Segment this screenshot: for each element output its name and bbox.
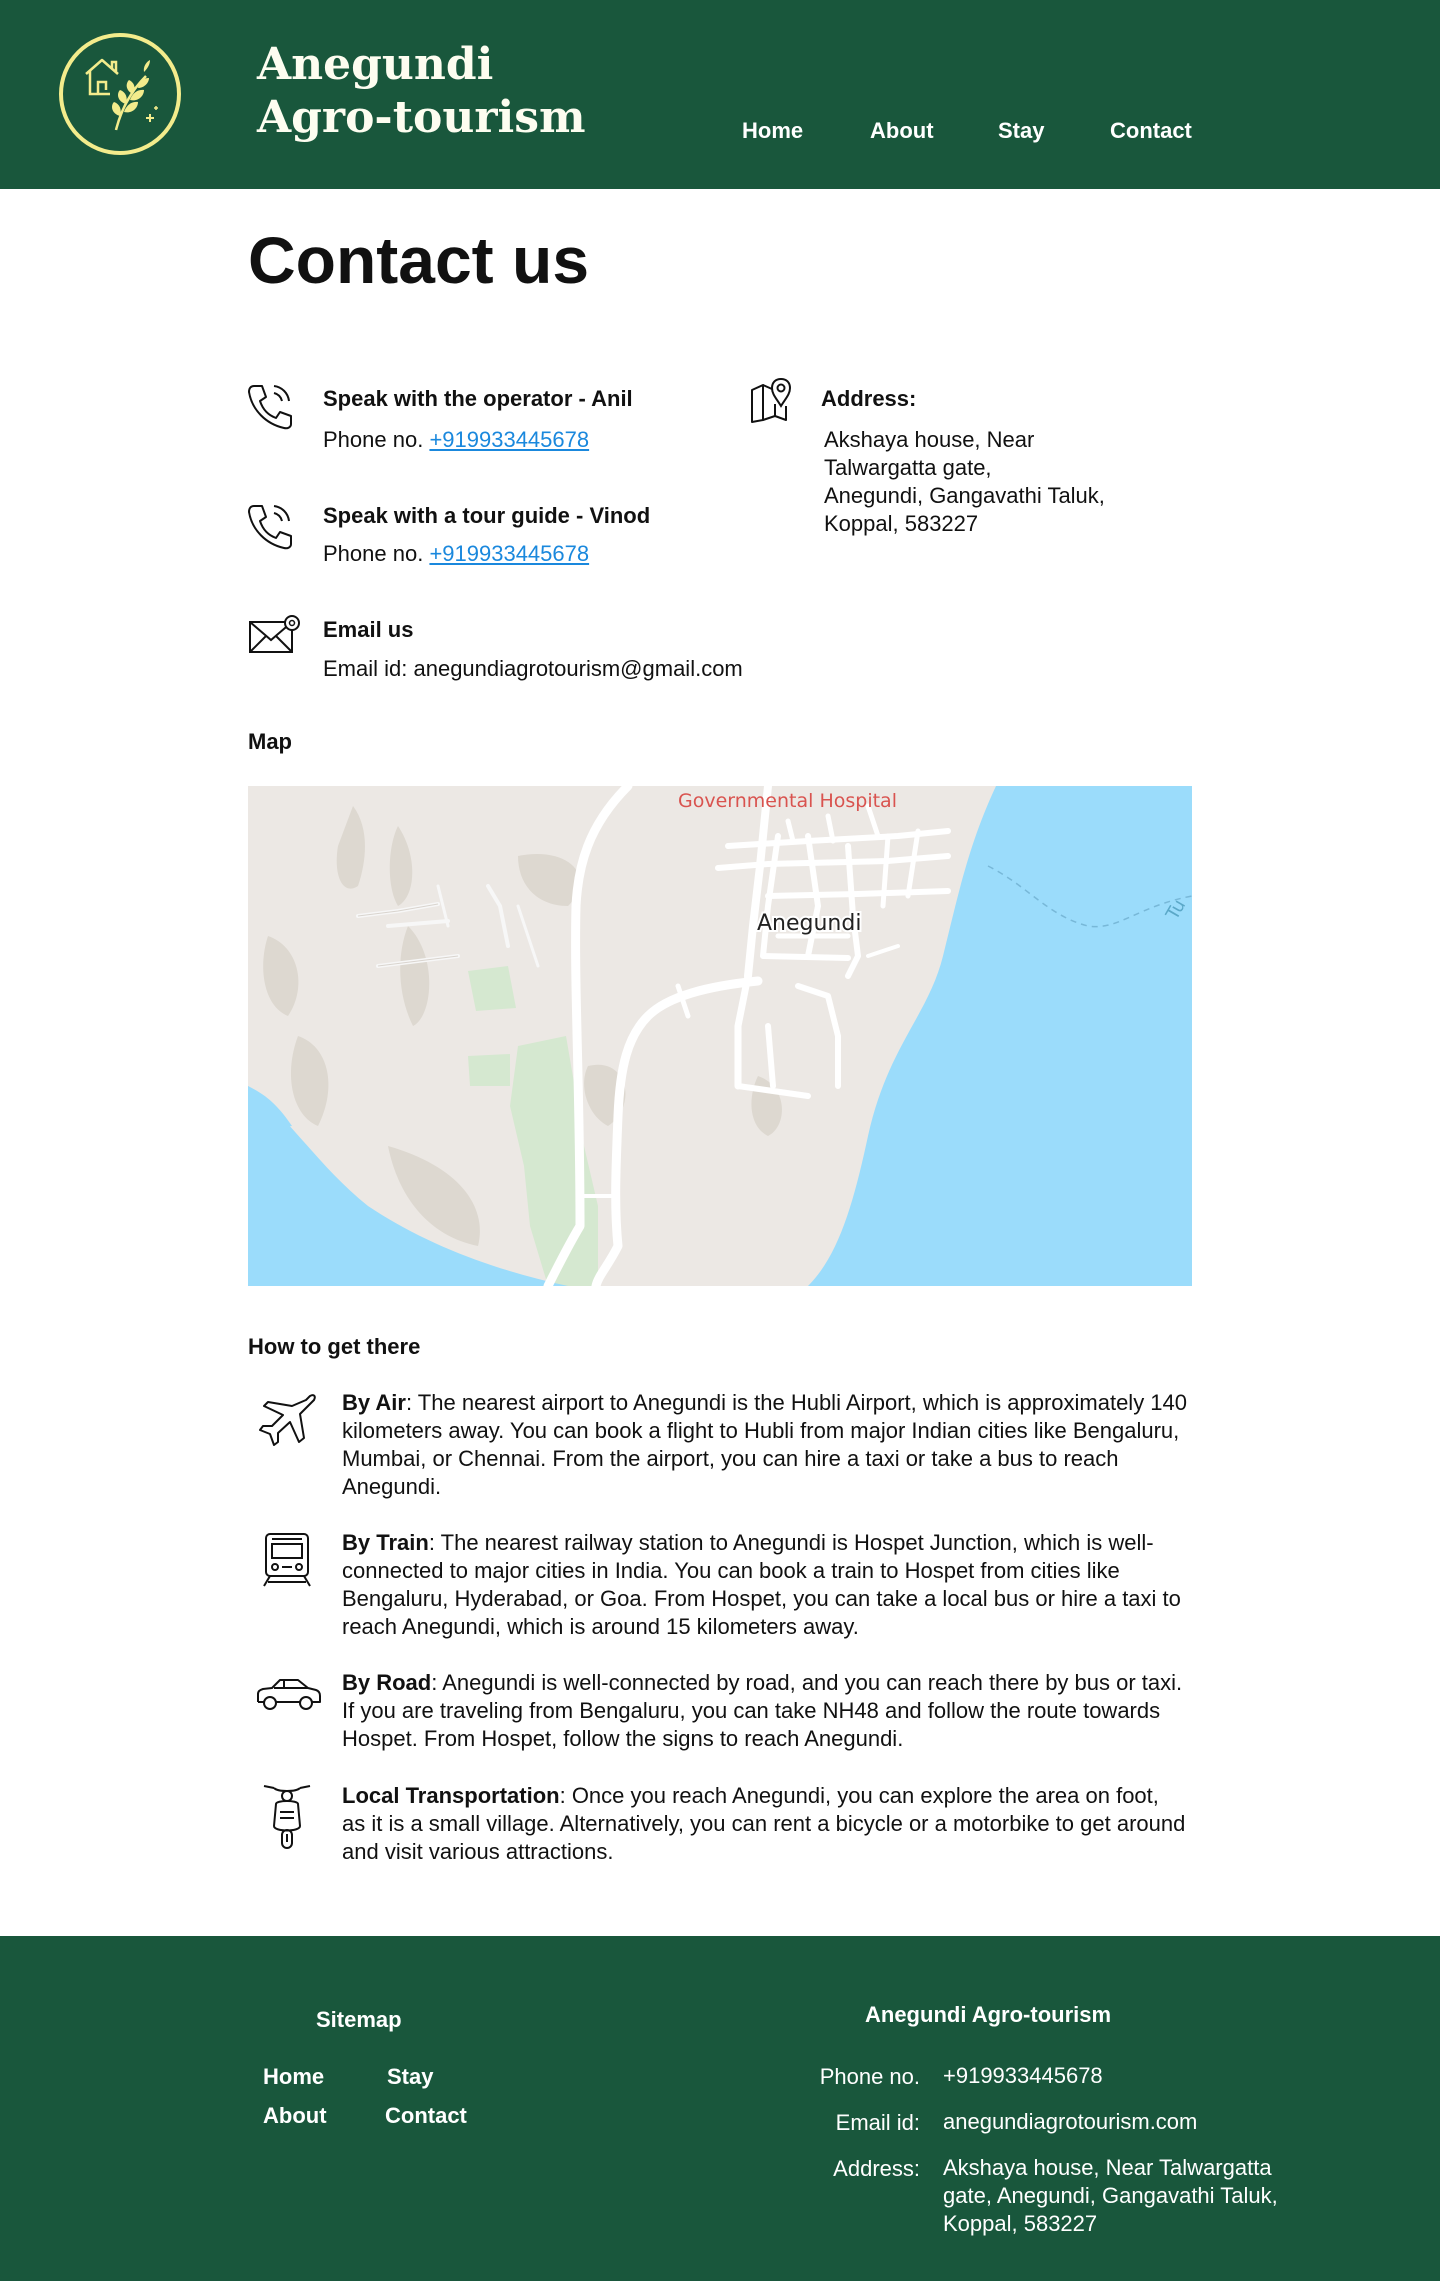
map-canvas[interactable]: [248, 786, 1192, 1286]
footer-link-about[interactable]: About: [263, 2103, 327, 2128]
footer-link-stay[interactable]: Stay: [387, 2064, 434, 2089]
map-label-hospital: Governmental Hospital: [678, 790, 897, 812]
phone-icon: [246, 382, 294, 432]
direction-title: By Train: [342, 1530, 429, 1555]
guide-phone-line: [323, 540, 589, 568]
direction-road: [342, 1669, 1187, 1753]
footer-address-line: gate, Anegundi, Gangavathi Taluk,: [943, 2183, 1278, 2208]
site-footer: [0, 1936, 1440, 2281]
train-icon: [262, 1532, 312, 1588]
brand-line-2: Agro-tourism: [257, 92, 586, 143]
map-label-town: Anegundi: [757, 911, 862, 936]
footer-email-label: Email id:: [835, 2110, 920, 2135]
email-line: [323, 655, 743, 683]
scooter-icon: [262, 1782, 312, 1852]
address-line: Koppal, 583227: [824, 511, 979, 536]
operator-phone-link[interactable]: +919933445678: [429, 427, 590, 452]
address-line: Talwargatta gate,: [824, 455, 992, 480]
operator-phone-line: [323, 426, 589, 454]
map-pin-icon: [748, 376, 796, 424]
direction-train: [342, 1529, 1187, 1641]
address-label: Address:: [821, 386, 917, 411]
logo-icon[interactable]: [58, 32, 182, 156]
page-title: Contact us: [248, 223, 590, 297]
brand-name[interactable]: [257, 38, 617, 144]
footer-email-value[interactable]: anegundiagrotourism.com: [943, 2109, 1198, 2134]
direction-air: [342, 1389, 1187, 1501]
nav-contact[interactable]: Contact: [1110, 118, 1192, 143]
email-label: Email us: [323, 617, 414, 642]
guide-phone-prefix: Phone no.: [323, 541, 424, 566]
map-heading: Map: [248, 729, 292, 754]
direction-title: By Road: [342, 1670, 432, 1695]
email-prefix: Email id:: [323, 656, 408, 681]
direction-local: [342, 1782, 1187, 1866]
footer-info-heading: Anegundi Agro-tourism: [865, 2002, 1112, 2027]
operator-label: Speak with the operator - Anil: [323, 386, 633, 411]
brand-line-1: Anegundi: [257, 39, 494, 90]
car-icon: [254, 1676, 322, 1712]
footer-phone-label: Phone no.: [819, 2064, 920, 2089]
map-embed[interactable]: [248, 786, 1192, 1286]
phone-icon: [246, 502, 294, 552]
direction-body: : The nearest airport to Anegundi is the Hubli Airport, which is approximately 140 kilometers away. You can book a flight to Hubli from major Indian cities like Bengaluru, Mumbai, or Chennai. From the airport, you can hire a taxi or take a bus to reach Anegundi.: [342, 1390, 1188, 1499]
footer-link-home[interactable]: Home: [263, 2064, 325, 2089]
directions-heading: How to get there: [248, 1334, 421, 1359]
direction-title: By Air: [342, 1390, 406, 1415]
nav-about[interactable]: About: [870, 118, 934, 143]
address-line: Akshaya house, Near: [824, 427, 1035, 452]
guide-phone-link[interactable]: +919933445678: [429, 541, 590, 566]
nav-home[interactable]: Home: [742, 118, 804, 143]
footer-address-line: Akshaya house, Near Talwargatta: [943, 2155, 1272, 2180]
nav-stay[interactable]: Stay: [998, 118, 1045, 143]
guide-label: Speak with a tour guide - Vinod: [323, 503, 651, 528]
direction-body: : The nearest railway station to Anegundi is Hospet Junction, which is well-connected to major cities in India. You can book a train to Hospet from cities like Bengaluru, Hyderabad, or Goa. From Hospet, you can take a local bus or hire a taxi to reach Anegundi, which is around 15 kilometers away.: [342, 1530, 1181, 1639]
footer-link-contact[interactable]: Contact: [385, 2103, 467, 2128]
footer-sitemap-heading: Sitemap: [316, 2007, 402, 2032]
email-value[interactable]: anegundiagrotourism@gmail.com: [413, 656, 743, 681]
footer-address-block: [943, 2154, 1278, 2238]
site-header: [0, 0, 1440, 189]
direction-body: : Anegundi is well-connected by road, and you can reach there by bus or taxi. If you are traveling from Bengaluru, you can take NH48 and follow the route towards Hospet. From Hospet, follow the signs to reach Anegundi.: [342, 1670, 1183, 1751]
operator-phone-prefix: Phone no.: [323, 427, 424, 452]
footer-phone-value[interactable]: +919933445678: [943, 2063, 1103, 2088]
address-line: Anegundi, Gangavathi Taluk,: [824, 483, 1105, 508]
email-icon: [248, 614, 302, 656]
direction-body: : Once you reach Anegundi, you can explore the area on foot, as it is a small village. Alternatively, you can rent a bicycle or a motorbike to get around and visit various attractions.: [342, 1783, 1186, 1864]
address-block: [824, 426, 1105, 538]
map-label-river: Tu: [1162, 895, 1191, 924]
footer-address-label: Address:: [833, 2156, 920, 2181]
direction-title: Local Transportation: [342, 1783, 560, 1808]
airplane-icon: [256, 1392, 318, 1452]
footer-address-line: Koppal, 583227: [943, 2211, 1098, 2236]
